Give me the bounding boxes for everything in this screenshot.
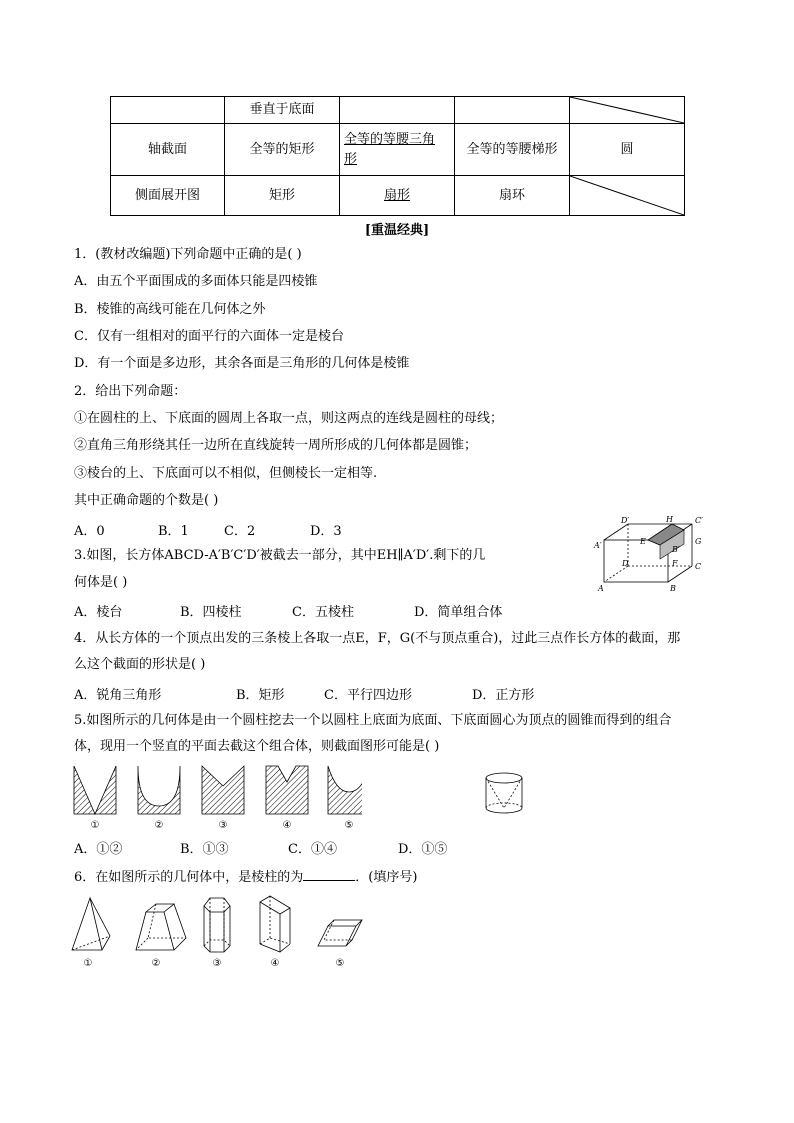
label-c1: C′ <box>695 516 703 525</box>
question-6-stem-pre: 6．在如图所示的几何体中，是棱柱的为 <box>74 870 304 885</box>
caption: ② <box>151 958 161 969</box>
question-1-option-b: B．棱锥的高线可能在几何体之外 <box>74 302 266 317</box>
table-cell <box>111 97 225 124</box>
solid-figure-5 <box>318 920 362 946</box>
table-cell: 扇环 <box>455 176 570 216</box>
question-1-stem: 1．(教材改编题)下列命题中正确的是( ) <box>74 247 302 262</box>
cylinder-cone-figure <box>480 770 530 818</box>
label-g: G <box>695 537 702 546</box>
label-b1: B′ <box>672 545 680 554</box>
underlined-text: 形 <box>344 151 358 167</box>
section-figure-3 <box>202 766 244 814</box>
table-cell: 圆 <box>570 124 685 176</box>
option: C．五棱柱 <box>292 605 354 620</box>
caption: ⑤ <box>335 958 345 969</box>
question-4-stem-line2: 么这个截面的形状是( ) <box>74 657 206 672</box>
solid-figure-3 <box>204 898 230 952</box>
section-figure-2 <box>138 766 180 814</box>
option: C．平行四边形 <box>324 688 412 703</box>
diagonal-cell <box>570 176 685 216</box>
underlined-text: 全等的等腰三角 <box>344 131 436 147</box>
caption: ③ <box>218 820 228 831</box>
option: A．锐角三角形 <box>74 688 162 703</box>
underlined-text: 扇形 <box>383 187 410 203</box>
question-2-stem: 2．给出下列命题： <box>74 384 187 399</box>
caption: ② <box>154 820 164 831</box>
label-a1: A′ <box>594 541 602 550</box>
properties-table <box>110 96 685 216</box>
table-cell: 全等的矩形 <box>225 124 340 176</box>
option: B．四棱柱 <box>180 605 242 620</box>
table-cell: 垂直于底面 <box>225 97 340 124</box>
option: A．0 <box>74 524 105 539</box>
option: D．正方形 <box>472 688 535 703</box>
option: D．3 <box>310 524 342 539</box>
solid-figure-4 <box>260 896 290 952</box>
diagonal-line <box>570 97 684 123</box>
question-6-stem <box>74 867 417 887</box>
section-title: [重温经典] <box>364 223 430 238</box>
question-1-option-a: A．由五个平面围成的多面体只能是四棱锥 <box>74 274 318 289</box>
option: C．2 <box>224 524 256 539</box>
label-b: B <box>670 584 676 593</box>
option: C．①④ <box>288 842 337 857</box>
answer-blank[interactable] <box>303 867 355 881</box>
option: B．矩形 <box>236 688 285 703</box>
solids-figures <box>66 892 366 970</box>
table-cell: 矩形 <box>225 176 340 216</box>
question-6-stem-post: ．(填序号) <box>355 870 418 885</box>
table-cell: 轴截面 <box>111 124 225 176</box>
question-2-ask: 其中正确命题的个数是( ) <box>74 493 219 508</box>
label-c: C <box>695 562 702 571</box>
question-1-option-c: C．仅有一组相对的面平行的六面体一定是棱台 <box>74 329 344 344</box>
table-row <box>111 176 685 216</box>
solid-figure-2 <box>136 904 186 950</box>
table-cell <box>455 97 570 124</box>
cuboid-figure <box>592 514 714 594</box>
question-2-statement-2: ②直角三角形绕其任一边所在直线旋转一周所形成的几何体都是圆锥； <box>74 438 478 453</box>
question-5-stem-line1: 5.如图所示的几何体是由一个圆柱挖去一个以圆柱上底面为底面、下底面圆心为顶点的圆锥而得到的组合 <box>74 713 672 728</box>
question-4-stem-line1: 4．从长方体的一个顶点出发的三条棱上各取一点E，F，G(不与顶点重合)，过此三点作长方体的截面，那 <box>74 631 681 646</box>
question-4-options <box>74 684 534 703</box>
table-row <box>111 97 685 124</box>
question-3-options <box>74 601 502 620</box>
table-cell: 全等的等腰梯形 <box>455 124 570 176</box>
question-3-stem-line2: 何体是( ) <box>74 575 128 590</box>
caption: ⑤ <box>344 820 354 831</box>
table-cell: 侧面展开图 <box>111 176 225 216</box>
option: D．简单组合体 <box>414 605 503 620</box>
cross-section-figures <box>72 762 362 832</box>
question-5-options <box>74 838 447 857</box>
option: B．1 <box>158 524 189 539</box>
caption: ③ <box>212 958 222 969</box>
table-cell <box>340 176 455 216</box>
question-2-options <box>74 520 342 539</box>
section-figure-5 <box>328 766 362 814</box>
question-5-stem-line2: 体，现用一个竖直的平面去截这个组合体，则截面图形可能是( ) <box>74 739 440 754</box>
label-f: F <box>672 559 678 568</box>
label-e: E <box>640 537 646 546</box>
label-d: D <box>622 559 629 568</box>
label-h: H <box>666 515 673 524</box>
caption: ① <box>90 820 100 831</box>
table-cell <box>340 124 455 176</box>
question-2-statement-1: ①在圆柱的上、下底面的圆周上各取一点，则这两点的连线是圆柱的母线； <box>74 411 504 426</box>
caption: ④ <box>282 820 292 831</box>
option: A．①② <box>74 842 123 857</box>
table-cell <box>340 97 455 124</box>
question-2-statement-3: ③棱台的上、下底面可以不相似，但侧棱长一定相等. <box>74 466 378 481</box>
option: D．①⑤ <box>398 842 448 857</box>
diagonal-line <box>570 176 684 215</box>
option: B．①③ <box>180 842 229 857</box>
caption: ④ <box>270 958 280 969</box>
section-figure-4 <box>266 766 308 814</box>
section-figure-1 <box>74 766 116 814</box>
option: A．棱台 <box>74 605 123 620</box>
table-row <box>111 124 685 176</box>
solid-figure-1 <box>72 898 110 950</box>
label-a: A <box>598 584 604 593</box>
question-3-stem-line1: 3.如图，长方体ABCD-A′B′C′D′被截去一部分，其中EH∥A′D′.剩下的几 <box>74 548 486 563</box>
question-1-option-d: D．有一个面是多边形，其余各面是三角形的几何体是棱锥 <box>74 356 410 371</box>
diagonal-cell <box>570 97 685 124</box>
label-d1: D′ <box>621 516 630 525</box>
caption: ① <box>83 958 93 969</box>
